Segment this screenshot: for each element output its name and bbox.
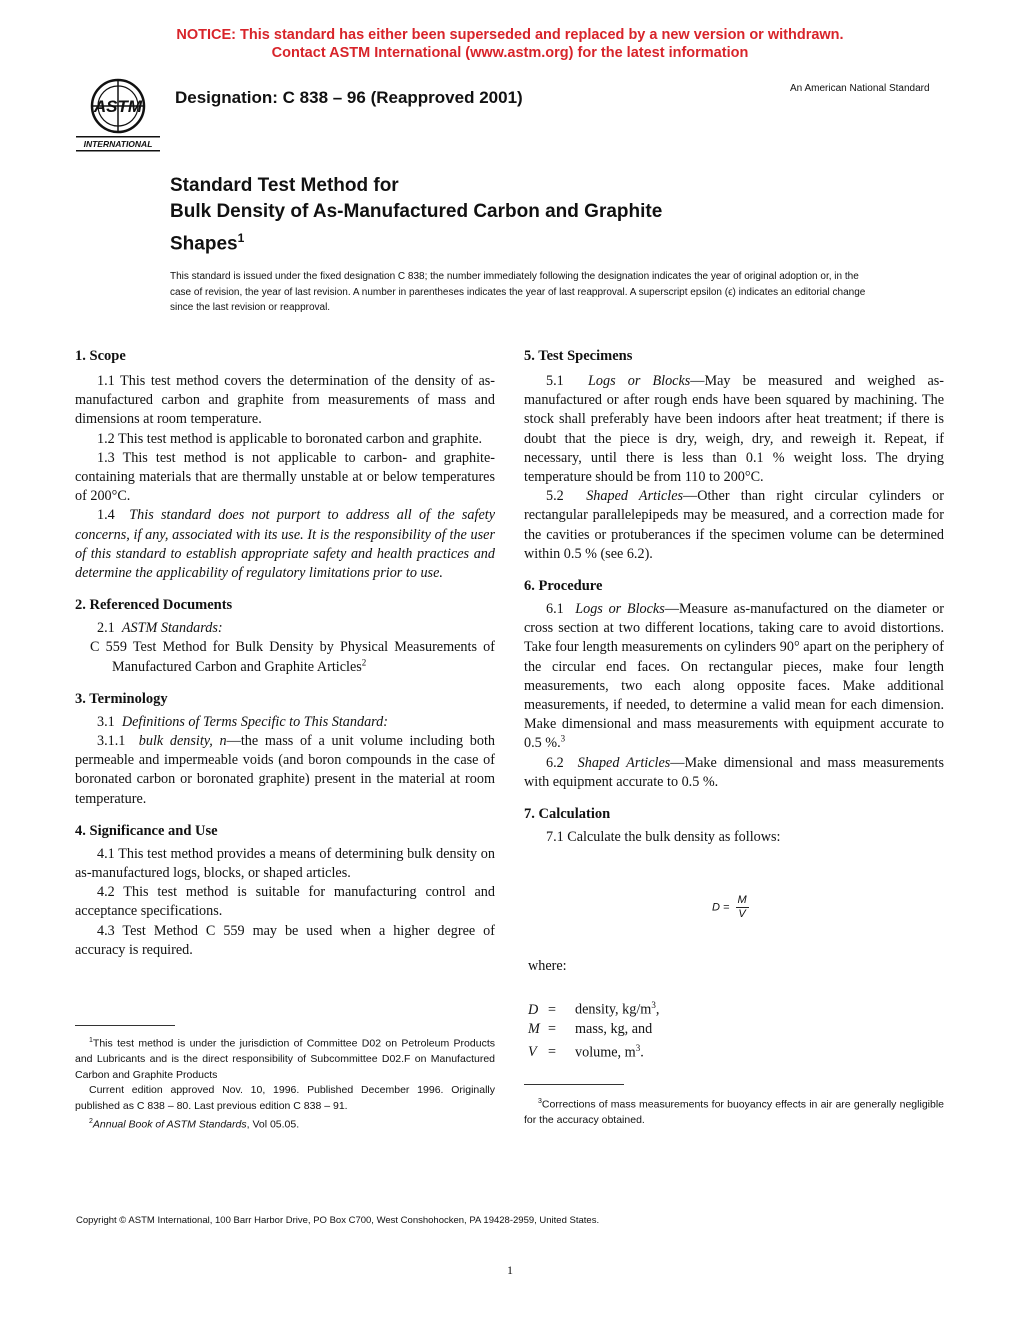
american-national-standard: An American National Standard — [790, 83, 930, 94]
title-footnote-ref[interactable]: 1 — [237, 231, 245, 245]
issued-statement: This standard is issued under the fixed designation C 838; the number immediately following the designation indicates the year of original adoption or, in the case of revision, the year of last revision. A number in parentheses indicates the year of last reapproval. A superscript epsilon (ϵ) indicates an editorial change since the last revision or reapproval. — [170, 271, 866, 313]
astm-logo — [74, 76, 162, 156]
equation-fraction — [736, 894, 749, 921]
paragraph-6-1: 6.1 Logs or Blocks—Measure as-manufactured on the diameter or cross section at two different locations, taking care to avoid distortions. Take four length measurements on cylinders 90° apart on the periphery of the circular end faces. On rectangular pieces, make four length measurements, two each along opposite faces. Make additional measurements, if needed, to determine a valid mean for each dimension. Make dimensional and mass measurements with equipment accurate to 0.5 %.$^3$ — [524, 601, 945, 752]
section-7-heading: 7. Calculation — [524, 806, 611, 823]
section-2-heading: 2. Referenced Documents — [75, 597, 233, 614]
designation: Designation: C 838 – 96 (Reapproved 2001) — [175, 88, 523, 107]
paragraph-3-1-1: 3.1.1 bulk density, n—the mass of a unit volume including both permeable and impermeable voids (and boron compounds in the case of boronated carbon or boronated graphite) present in the material at room temperature. — [75, 733, 495, 807]
paragraph-4-1: 4.1 This test method provides a means of determining bulk density on as-manufactured logs, blocks, or shaped articles. — [75, 845, 495, 882]
paragraph-4-3: 4.3 Test Method C 559 may be used when a higher degree of accuracy is required. — [75, 922, 495, 958]
withdrawal-notice — [0, 26, 1020, 62]
footnote-1: $^1$This test method is under the jurisdiction of Committee D02 on Petroleum Products and Lubricants and is the direct responsibility of Subcommittee D02.F on Manufactured Carbon and Graphite Products — [75, 1037, 495, 1081]
paragraph-4-2: 4.2 This test method is suitable for manufacturing control and acceptance specifications. — [75, 884, 495, 920]
astm-logo-mark — [74, 76, 162, 156]
right-footnotes — [524, 1094, 944, 1129]
paragraph-1-1: 1.1 This test method covers the determination of the density of as-manufactured carbon and graphite from measurements of mass and dimensions at room temperature. — [75, 373, 495, 428]
paragraph-1-3: 1.3 This test method is not applicable to carbon- and graphite-containing materials that are thermally unstable at or below temperatures of 200°C. — [75, 449, 495, 505]
notice-line-2: Contact ASTM International (www.astm.org) for the latest information — [271, 45, 749, 61]
section-1-heading: 1. Scope — [75, 348, 126, 364]
paragraph-3-1: 3.1 Definitions of Terms Specific to This Standard: — [97, 713, 388, 730]
title-line-3: Shapes$^1$ — [170, 231, 245, 255]
paragraph-1-4: 1.4 This standard does not purport to address all of the safety concerns, if any, associated with its use. It is the responsibility of the user of this standard to establish appropriate safety and health practices and determine the applicability of regulatory limitations prior to use. — [75, 507, 495, 582]
astm-logo-text: ASTM — [93, 97, 143, 116]
paragraph-5-2: 5.2 Shaped Articles—Other than right circular cylinders or rectangular parallelepipeds may be measured, and a correction made for the cavities or protuberances if the specimen volume can be determined within 0.5 % (see 6.2). — [524, 488, 945, 562]
footnote-3: $^3$Corrections of mass measurements for buoyancy effects in air are generally negligible for the accuracy obtained. — [524, 1098, 944, 1126]
page-number: 1 — [507, 1263, 513, 1277]
footnote-1-edition: Current edition approved Nov. 10, 1996. Published December 1996. Originally published as C 838 – 80. Last previous edition C 838 – 91. — [75, 1084, 495, 1112]
paragraph-6-2: 6.2 Shaped Articles—Make dimensional and mass measurements with equipment accurate to 0.5 %. — [524, 754, 945, 790]
section-5-heading: 5. Test Specimens — [524, 348, 633, 364]
footnote-3-ref[interactable]: 3 — [560, 733, 566, 744]
equation-denominator: V — [738, 908, 746, 920]
equation-numerator: M — [737, 894, 747, 906]
left-column — [75, 347, 495, 960]
notice-line-1: NOTICE: This standard has either been superseded and replaced by a new version or withdrawn. — [176, 27, 844, 43]
where-label: where: — [528, 958, 567, 974]
paragraph-5-1: 5.1 Logs or Blocks—May be measured and weighed as-manufactured or after rough ends have been squared by machining. The stock shall preferably have been indoors after heat treatment; if there is doubt that the piece is dry, weigh, dry, and reweigh it. Repeat, if necessary, until there is less than 0.1 % weight loss. The drying temperature should be from 110 to 200°C. — [524, 373, 944, 486]
astm-logo-subtext: INTERNATIONAL — [83, 139, 153, 149]
footnote-divider-right — [524, 1084, 624, 1085]
variable-row: M = mass, kg, and — [528, 1020, 653, 1037]
section-4-heading: 4. Significance and Use — [75, 822, 218, 839]
title-line-2: Bulk Density of As-Manufactured Carbon and Graphite — [170, 201, 663, 222]
paragraph-1-2: 1.2 This test method is applicable to boronated carbon and graphite. — [97, 430, 483, 447]
variable-row: V = volume, $m^3$. — [528, 1042, 644, 1061]
title-line-1: Standard Test Method for — [170, 175, 399, 196]
section-6-heading: 6. Procedure — [524, 578, 603, 595]
paragraph-7-1: 7.1 Calculate the bulk density as follows: — [546, 829, 781, 846]
variable-definitions — [528, 996, 659, 1062]
copyright: Copyright © ASTM International, 100 Barr Harbor Drive, PO Box C700, West Conshohocken, PA 19428-2959, United States. — [76, 1215, 600, 1226]
footnote-divider-left — [75, 1025, 175, 1026]
left-footnotes — [75, 1033, 495, 1133]
equation-lhs: D = — [712, 901, 730, 914]
document-title — [170, 173, 662, 257]
referenced-document-c559[interactable]: C 559 Test Method for Bulk Density by Physical Measurements of Manufactured Carbon and Graphite Articles$^2$ — [90, 639, 495, 675]
section-3-heading: 3. Terminology — [75, 690, 168, 707]
right-column — [524, 347, 944, 847]
bulk-density-equation — [712, 894, 749, 921]
footnote-2: $^2$Annual Book of ASTM Standards, Vol 05.05. — [89, 1118, 300, 1131]
paragraph-2-1: 2.1 ASTM Standards: — [97, 620, 223, 637]
variable-row: D = density, $kg/m^3$, — [528, 1000, 660, 1018]
